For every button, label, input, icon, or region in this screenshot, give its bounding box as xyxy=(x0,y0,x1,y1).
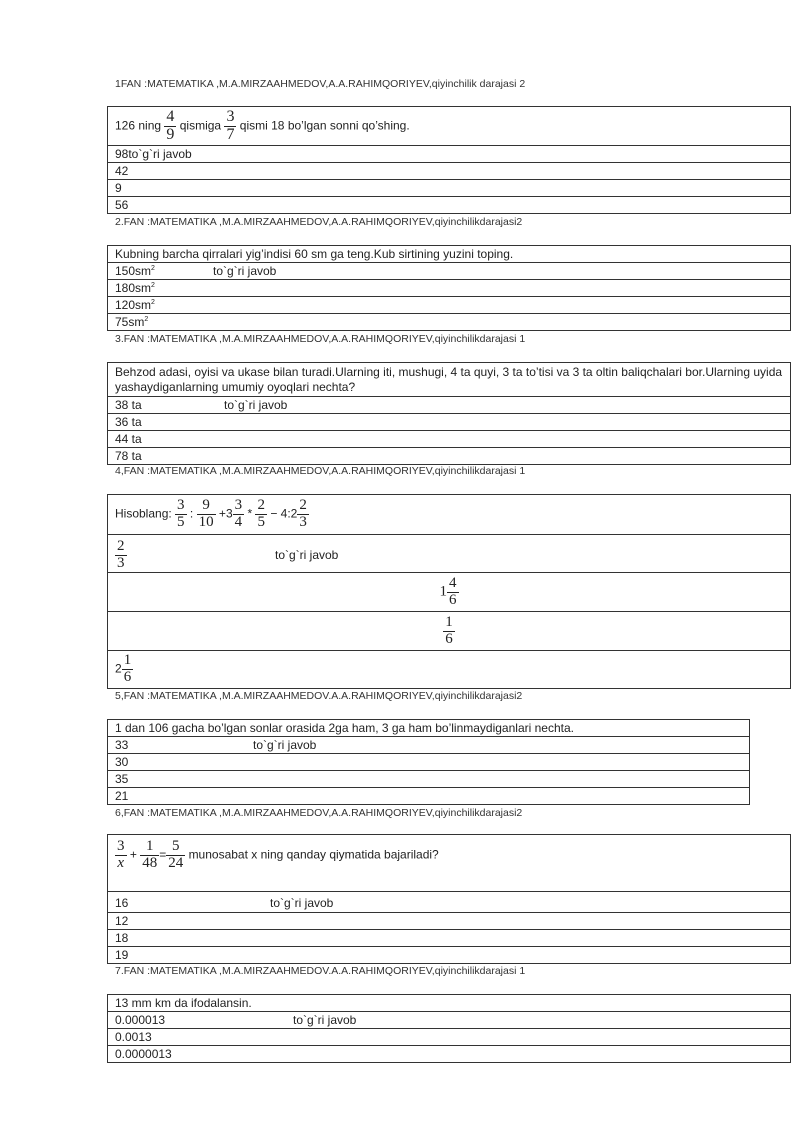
denominator: 6 xyxy=(445,630,453,647)
answer-option[interactable]: 12 xyxy=(108,913,791,930)
fraction-4-6 xyxy=(447,576,459,609)
question-3-header: 3.FAN :MATEMATIKA ,M.A.MIRZAAHMEDOV,A.A.RAHIMQORIYEV,qiyinchilikdarajasi 1 xyxy=(115,333,526,345)
question-7-table xyxy=(107,994,791,1063)
denominator: 10 xyxy=(198,514,214,530)
numerator: 4 xyxy=(166,107,175,125)
question-4-label: Hisoblang: xyxy=(115,506,172,521)
numerator: 3 xyxy=(117,838,125,854)
answer-option[interactable]: 18 xyxy=(108,930,791,947)
question-6-table xyxy=(107,834,791,964)
answer-option[interactable] xyxy=(108,280,791,297)
numerator: 3 xyxy=(234,497,243,514)
numerator: 1 xyxy=(140,839,159,856)
question-2-text: Kubning barcha qirralari yig’indisi 60 sm ga teng.Kub sirtining yuzini toping. xyxy=(108,246,791,263)
operator-multiply: * xyxy=(247,506,253,521)
denominator: 48 xyxy=(142,854,158,871)
question-7-text: 13 mm km da ifodalansin. xyxy=(108,995,791,1012)
answer-value: 120sm xyxy=(115,297,152,312)
superscript: 2 xyxy=(144,315,149,323)
answer-option[interactable]: 36 ta xyxy=(108,414,791,431)
answer-option[interactable]: 30 xyxy=(108,754,750,771)
answer-option[interactable]: 78 ta xyxy=(108,448,791,465)
numerator: 1 xyxy=(123,652,132,669)
answer-option[interactable] xyxy=(108,737,750,754)
fraction-1-48 xyxy=(140,839,159,872)
answer-option[interactable] xyxy=(108,297,791,314)
correct-answer-tag: to`g`ri javob xyxy=(270,895,334,910)
superscript: 2 xyxy=(151,298,155,306)
answer-option[interactable]: 21 xyxy=(108,788,750,805)
fraction-2-5 xyxy=(255,498,267,531)
denominator: 3 xyxy=(117,554,125,571)
answer-option[interactable]: 35 xyxy=(108,771,750,788)
answer-value: 38 ta xyxy=(115,397,142,412)
numerator: 4 xyxy=(449,574,457,591)
question-1-text xyxy=(108,107,791,146)
answer-option[interactable] xyxy=(108,263,791,280)
question-1-word-ning: ning xyxy=(138,118,162,133)
fraction-9-10 xyxy=(197,498,216,531)
numerator: 2 xyxy=(299,497,307,514)
denominator: 7 xyxy=(226,125,235,143)
fraction-5-24 xyxy=(166,839,185,872)
numerator: 9 xyxy=(197,498,216,515)
answer-value: 16 xyxy=(115,895,129,910)
answer-option[interactable] xyxy=(108,892,791,913)
denominator: 3 xyxy=(299,514,307,530)
answer-option[interactable] xyxy=(108,1012,791,1029)
fraction-1-6 xyxy=(122,653,134,686)
denominator: 6 xyxy=(123,669,132,685)
denominator: x xyxy=(117,854,125,871)
numerator: 3 xyxy=(226,107,235,125)
fraction-2-3 xyxy=(297,498,309,531)
numerator: 5 xyxy=(166,839,185,856)
answer-value: 0.000013 xyxy=(115,1012,166,1027)
answer-option[interactable] xyxy=(108,535,791,573)
answer-value: 33 xyxy=(115,737,129,752)
answer-value: 180sm xyxy=(115,280,152,295)
question-5-header: 5,FAN :MATEMATIKA ,M.A.MIRZAAHMEDOV.A.A.RAHIMQORIYEV,qiyinchilikdarajasi2 xyxy=(115,690,523,702)
question-5-text: 1 dan 106 gacha bo’lgan sonlar orasida 2ga ham, 3 ga ham bo’linmaydiganlari nechta. xyxy=(108,720,750,737)
numerator: 3 xyxy=(177,497,185,514)
operator-plus: + xyxy=(129,847,137,862)
answer-option[interactable] xyxy=(108,651,791,689)
answer-option[interactable]: 0.0000013 xyxy=(108,1046,791,1063)
answer-option[interactable] xyxy=(108,612,791,651)
denominator: 24 xyxy=(168,854,184,871)
operator-plus: + xyxy=(218,506,226,521)
superscript: 2 xyxy=(151,281,155,289)
answer-option[interactable]: 56 xyxy=(108,197,791,214)
question-6-text xyxy=(108,835,791,892)
correct-answer-tag: to`g`ri javob xyxy=(275,547,339,562)
answer-option[interactable]: 98to`g`ri javob xyxy=(108,146,791,163)
whole-number: 1 xyxy=(439,583,447,600)
whole-number: 2 xyxy=(115,661,122,676)
operator-divide: : xyxy=(189,506,194,521)
question-3-text: Behzod adasi, oyisi va ukase bilan turadi.Ularning iti, mushugi, 4 ta quyi, 3 ta to’tisi va 3 ta oltin baliqchalari bor.Ularning uyida yashaydiganlarning umumiy oyoqlari nechta? xyxy=(108,363,791,397)
answer-value: 75sm xyxy=(115,314,145,329)
denominator: 6 xyxy=(449,591,457,608)
operator-equals: = xyxy=(159,847,167,862)
denominator: 9 xyxy=(166,125,175,143)
answer-option[interactable] xyxy=(108,397,791,414)
question-6-text-rest: munosabat x ning qanday qiymatida bajariladi? xyxy=(188,847,439,862)
question-6-header: 6,FAN :MATEMATIKA ,M.A.MIRZAAHMEDOV,A.A.RAHIMQORIYEV,qiyinchilikdarajasi2 xyxy=(115,807,523,819)
denominator: 5 xyxy=(257,514,265,530)
numerator: 1 xyxy=(445,613,453,630)
question-4-header: 4,FAN :MATEMATIKA ,M.A.MIRZAAHMEDOV,A.A.RAHIMQORIYEV,qiyinchilikdarajasi 1 xyxy=(115,465,526,477)
answer-option[interactable]: 19 xyxy=(108,947,791,964)
denominator: 5 xyxy=(177,514,185,530)
answer-option[interactable] xyxy=(108,314,791,331)
fraction-3-x xyxy=(115,839,127,872)
correct-answer-tag: to`g`ri javob xyxy=(213,263,277,278)
question-2-header: 2.FAN :MATEMATIKA ,M.A.MIRZAAHMEDOV,A.A.RAHIMQORIYEV,qiyinchilikdarajasi2 xyxy=(115,216,523,228)
fraction-2-3 xyxy=(115,539,127,572)
answer-value: 150sm xyxy=(115,263,152,278)
denominator: 4 xyxy=(234,514,243,530)
answer-option[interactable]: 9 xyxy=(108,180,791,197)
numerator: 2 xyxy=(117,537,125,554)
superscript: 2 xyxy=(151,264,155,272)
question-2-table xyxy=(107,245,791,331)
question-7-header: 7.FAN :MATEMATIKA ,M.A.MIRZAAHMEDOV.A.A.RAHIMQORIYEV,qiyinchilikdarajasi 1 xyxy=(115,965,526,977)
question-4-table xyxy=(107,494,791,689)
question-4-text xyxy=(108,495,791,535)
question-1-header: 1FAN :MATEMATIKA ,M.A.MIRZAAHMEDOV,A.A.RAHIMQORIYEV,qiyinchilik darajasi 2 xyxy=(115,78,526,90)
fraction-3-5 xyxy=(175,498,187,531)
fraction-3-7 xyxy=(224,109,236,144)
question-1-word-qismiga: qismiga xyxy=(179,118,222,133)
correct-answer-tag: to`g`ri javob xyxy=(293,1012,357,1027)
whole-number: 3 xyxy=(225,506,233,521)
answer-option[interactable]: 42 xyxy=(108,163,791,180)
fraction-1-6 xyxy=(443,615,455,648)
answer-option[interactable]: 44 ta xyxy=(108,431,791,448)
question-3-table xyxy=(107,362,791,465)
question-1-table xyxy=(107,106,791,214)
correct-answer-tag: to`g`ri javob xyxy=(253,737,317,752)
fraction-3-4 xyxy=(233,498,245,531)
expression-tail: − 4:2 xyxy=(270,506,298,521)
question-5-table xyxy=(107,719,750,805)
answer-option[interactable] xyxy=(108,573,791,612)
question-1-text-rest: qismi 18 bo’lgan sonni qo’shing. xyxy=(239,118,410,133)
numerator: 2 xyxy=(257,497,265,514)
answer-option[interactable]: 0.0013 xyxy=(108,1029,791,1046)
fraction-4-9 xyxy=(164,109,176,144)
correct-answer-tag: to`g`ri javob xyxy=(224,397,288,412)
question-1-number: 126 xyxy=(115,118,136,133)
